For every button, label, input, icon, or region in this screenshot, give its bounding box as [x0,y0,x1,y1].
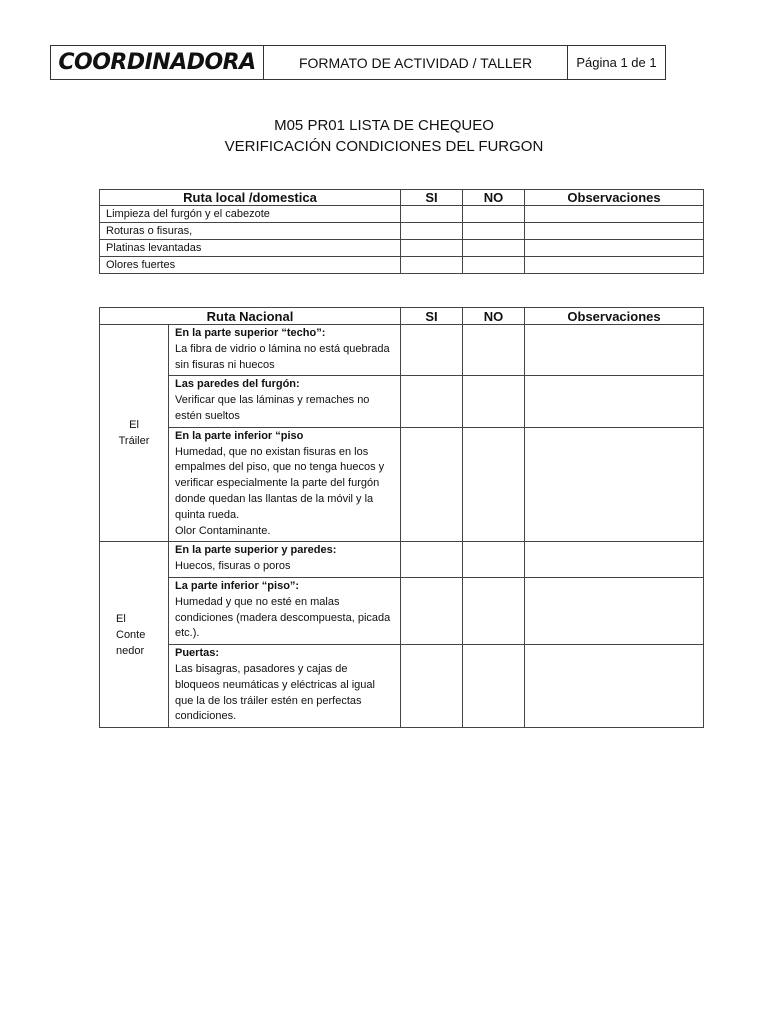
table-header-row [100,190,704,206]
observaciones-cell[interactable] [525,645,704,728]
table-row [100,223,704,240]
col-header-no: NO [463,190,525,206]
no-cell[interactable] [463,240,525,257]
table-row [100,206,704,223]
observaciones-cell[interactable] [525,376,704,427]
si-cell[interactable] [401,577,463,644]
observaciones-cell[interactable] [525,223,704,240]
check-item: Olores fuertes [100,257,401,274]
observaciones-cell[interactable] [525,542,704,578]
observaciones-cell[interactable] [525,206,704,223]
col-header-si: SI [401,190,463,206]
si-cell[interactable] [401,223,463,240]
no-cell[interactable] [463,645,525,728]
si-cell[interactable] [401,240,463,257]
check-item: Las paredes del furgón: Verificar que las láminas y remaches no estén sueltos [169,376,401,427]
observaciones-cell[interactable] [525,325,704,376]
observaciones-cell[interactable] [525,427,704,542]
document-header [50,45,666,80]
check-item: Platinas levantadas [100,240,401,257]
si-cell[interactable] [401,427,463,542]
check-item: Roturas o fisuras, [100,223,401,240]
table-row [100,542,704,578]
si-cell[interactable] [401,376,463,427]
col-header-no: NO [463,308,525,325]
table-row [100,577,704,644]
table-row [100,325,704,376]
check-item: Puertas: Las bisagras, pasadores y cajas de bloqueos neumáticas y eléctricas al igual que la de los tráiler estén en perfectas condiciones. [169,645,401,728]
si-cell[interactable] [401,206,463,223]
no-cell[interactable] [463,427,525,542]
observaciones-cell[interactable] [525,577,704,644]
col-header-route: Ruta local /domestica [100,190,401,206]
table-header-row [100,308,704,325]
company-logo: COORDINADORA [51,46,264,79]
group-label-contenedor: El Conte nedor [100,542,169,728]
no-cell[interactable] [463,542,525,578]
col-header-observaciones: Observaciones [525,190,704,206]
si-cell[interactable] [401,645,463,728]
table-row [100,376,704,427]
table-row [100,645,704,728]
check-item: Limpieza del furgón y el cabezote [100,206,401,223]
no-cell[interactable] [463,376,525,427]
col-header-route: Ruta Nacional [100,308,401,325]
observaciones-cell[interactable] [525,240,704,257]
table-row [100,240,704,257]
si-cell[interactable] [401,257,463,274]
no-cell[interactable] [463,206,525,223]
col-header-observaciones: Observaciones [525,308,704,325]
no-cell[interactable] [463,257,525,274]
page-number: Página 1 de 1 [576,55,657,70]
check-item: En la parte superior y paredes: Huecos, fisuras o poros [169,542,401,578]
check-item: La parte inferior “piso”: Humedad y que no esté en malas condiciones (madera descompuesta, picada etc.). [169,577,401,644]
table-row [100,427,704,542]
col-header-si: SI [401,308,463,325]
doc-title-line2: VERIFICACIÓN CONDICIONES DEL FURGON [224,138,544,155]
doc-title-line1: M05 PR01 LISTA DE CHEQUEO [274,117,494,134]
table-row [100,257,704,274]
no-cell[interactable] [463,325,525,376]
form-title: FORMATO DE ACTIVIDAD / TALLER [264,46,568,79]
no-cell[interactable] [463,223,525,240]
no-cell[interactable] [463,577,525,644]
si-cell[interactable] [401,325,463,376]
si-cell[interactable] [401,542,463,578]
group-label-trailer: El Tráiler [100,325,169,542]
observaciones-cell[interactable] [525,257,704,274]
check-item: En la parte superior “techo”: La fibra de vidrio o lámina no está quebrada sin fisuras ni huecos [169,325,401,376]
local-route-table [99,189,704,274]
national-route-table [99,307,704,728]
check-item: En la parte inferior “piso Humedad, que no existan fisuras en los empalmes del piso, que no tenga huecos y verificar especialmente la parte del furgón donde quedan las llantas de la móvil y la quinta rueda. Olor Contaminante. [169,427,401,542]
